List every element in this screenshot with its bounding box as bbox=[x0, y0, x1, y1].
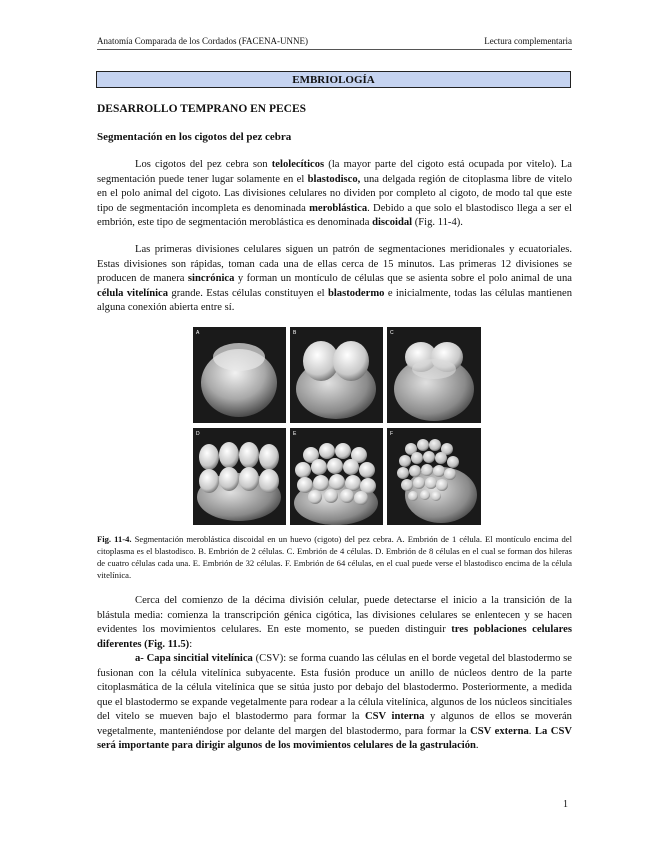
term-csv-interna: CSV interna bbox=[364, 711, 425, 722]
term-csv-externa: CSV externa bbox=[470, 725, 529, 737]
text-run: Los cigotos del pez cebra son bbox=[135, 159, 272, 170]
panel-label: C bbox=[390, 330, 394, 336]
term-sincronica: sincrónica bbox=[187, 273, 235, 284]
embryo-micrographs bbox=[193, 327, 481, 525]
term-blastodisco: blastodisco, bbox=[307, 173, 361, 185]
paragraph-3 bbox=[97, 594, 572, 652]
chapter-banner: EMBRIOLOGÍA bbox=[96, 71, 571, 88]
text-run: e inicialmente, todas las células mantienen alguna conexión abierta entre sí. bbox=[97, 287, 573, 313]
text-run: (CSV): se forma cuando las células en el borde vegetal del blastodermo se fusionan con la célula vitelínica subyacente. Esta fusión produce un anillo de núcleos dentro de la parte citoplasmática de la célula vitelínica que se sitúa justo por debajo del blastodermo. Posteriormente, a medida que el blastodermo se expande vegetalmente para rodear a la célula vitelínica, algunos de los núcleos sincitiales del vitelo se mueven bajo el blastodermo para formar la bbox=[97, 653, 572, 722]
page-number: 1 bbox=[563, 799, 568, 810]
text-run: una delgada región de citoplasma libre de vitelo en el polo animal del cigoto. Las divisiones celulares no dividen por completo al cigoto, de modo tal que este tipo de segmentación incompleta es denominada bbox=[97, 173, 572, 214]
text-run: (la mayor parte del cigoto está ocupada por vitelo). La segmentación puede tener lugar solamente en el bbox=[97, 159, 572, 185]
embryo-figure bbox=[193, 327, 481, 525]
text-run: y algunos de ellos se moverán vegetalmente, manteniéndose por delante del margen del blastodermo, para formar la bbox=[97, 711, 572, 737]
text-run: . Debido a que solo el blastodisco llega a ser el embrión, este tipo de segmentación meroblástica es denominada bbox=[97, 202, 572, 228]
header-left: Anatomía Comparada de los Cordados (FACENA-UNNE) bbox=[97, 36, 309, 46]
text-run: (Fig. 11-4). bbox=[412, 217, 463, 228]
text-run: Las primeras divisiones celulares siguen un patrón de segmentaciones meridionales y ecuatoriales. Estas divisiones son rápidas, toman cada una de ellas cerca de 15 minutos. Las primeras 12 divisiones se producen de manera bbox=[97, 244, 572, 284]
paragraph-4 bbox=[97, 652, 572, 754]
panel-c bbox=[387, 327, 481, 423]
section-title: DESARROLLO TEMPRANO EN PECES bbox=[97, 103, 307, 115]
page-header bbox=[97, 36, 572, 50]
term-blastodermo: blastodermo bbox=[327, 287, 385, 299]
panel-a bbox=[193, 327, 286, 423]
term-meroblastica: meroblástica bbox=[309, 202, 368, 214]
term-csv-importante: La CSV será importante para dirigir algunos de los movimientos celulares de la gastrulación bbox=[97, 725, 572, 751]
paragraph-2 bbox=[97, 243, 572, 316]
text-run: Cerca del comienzo de la décima división celular, puede detectarse el inicio a la transición de la blástula media: comienza la transcripción génica cigótica, las divisiones celulares se enlentecen y se hacen evidentes los movimientos celulares. En este momento, se pueden distinguir bbox=[97, 595, 572, 635]
term-telolecitos: telolecíticos bbox=[271, 159, 325, 170]
panel-d bbox=[193, 428, 286, 525]
text-run: y forman un montículo de células que se asienta sobre el polo animal de una bbox=[234, 273, 572, 284]
panel-label: D bbox=[196, 431, 200, 437]
subsection-title: Segmentación en los cigotos del pez cebra bbox=[97, 131, 292, 143]
caption-text: Segmentación meroblástica discoidal en un huevo (cigoto) del pez cebra. A. Embrión de 1 célula. El montículo encima del citoplasma es el blastodisco. B. Embrión de 2 células. C. Embrión de 4 células. D. Embrión de 8 células en el cual se forman dos hileras de cuatro células cada una. E. Embrión de 32 células. F. Embrión de 64 células, en el cual puede verse el blastodisco encima de la célula vitelínica. bbox=[97, 534, 572, 580]
term-tres-poblaciones: tres poblaciones celulares diferentes (Fig. 11.5) bbox=[97, 624, 572, 650]
panel-e bbox=[290, 428, 383, 525]
caption-label: Fig. 11-4. bbox=[97, 534, 132, 544]
text-run: . bbox=[528, 725, 535, 737]
term-discoidal: discoidal bbox=[372, 217, 413, 228]
panel-label: E bbox=[293, 431, 297, 437]
panel-b bbox=[290, 327, 383, 423]
term-celula-vitelinica: célula vitelínica bbox=[97, 287, 169, 299]
panel-f bbox=[387, 428, 481, 525]
term-capa-sincitial: a- Capa sincitial vitelínica bbox=[135, 653, 253, 664]
text-run: : bbox=[189, 638, 193, 650]
panel-label: A bbox=[196, 330, 200, 336]
paragraph-1 bbox=[97, 158, 572, 231]
text-run: grande. Estas células constituyen el bbox=[168, 287, 328, 299]
header-right: Lectura complementaria bbox=[484, 36, 572, 46]
figure-caption bbox=[97, 533, 572, 581]
panel-label: F bbox=[390, 431, 394, 437]
panel-label: B bbox=[293, 330, 297, 336]
text-run: . bbox=[475, 740, 479, 751]
